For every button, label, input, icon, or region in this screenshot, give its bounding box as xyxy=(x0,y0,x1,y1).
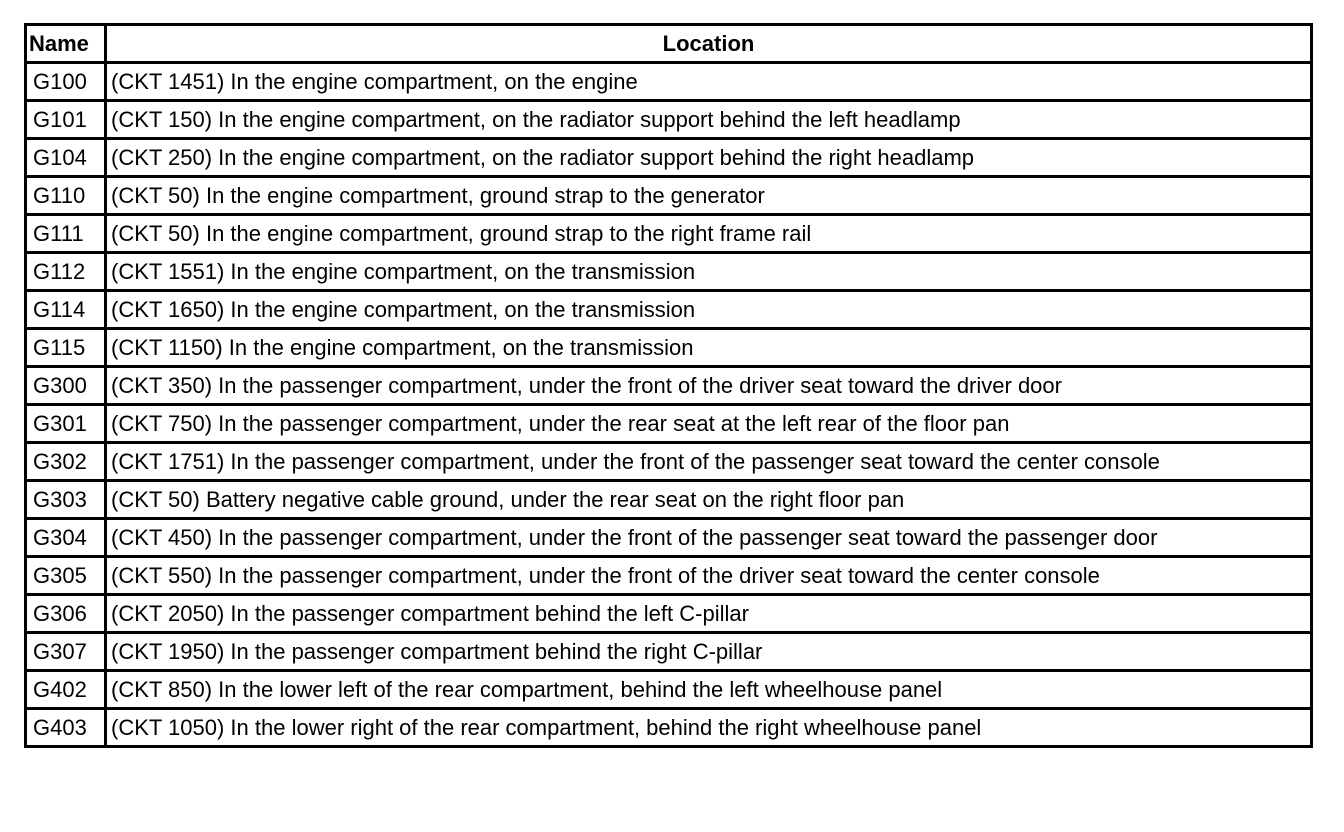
ground-location-cell: (CKT 350) In the passenger compartment, under the front of the driver seat toward the driver door xyxy=(106,367,1312,405)
ground-location-cell: (CKT 1950) In the passenger compartment behind the right C-pillar xyxy=(106,633,1312,671)
table-row xyxy=(26,291,1312,329)
ground-location-cell: (CKT 850) In the lower left of the rear compartment, behind the left wheelhouse panel xyxy=(106,671,1312,709)
ground-name-cell: G307 xyxy=(26,633,106,671)
table-row xyxy=(26,709,1312,747)
table-row xyxy=(26,101,1312,139)
ground-name-cell: G303 xyxy=(26,481,106,519)
ground-location-cell: (CKT 2050) In the passenger compartment behind the left C-pillar xyxy=(106,595,1312,633)
ground-name-cell: G110 xyxy=(26,177,106,215)
table-row xyxy=(26,329,1312,367)
ground-location-cell: (CKT 1551) In the engine compartment, on the transmission xyxy=(106,253,1312,291)
ground-location-cell: (CKT 550) In the passenger compartment, under the front of the driver seat toward the center console xyxy=(106,557,1312,595)
ground-location-cell: (CKT 1451) In the engine compartment, on the engine xyxy=(106,63,1312,101)
ground-name-cell: G402 xyxy=(26,671,106,709)
table-row xyxy=(26,177,1312,215)
column-header-location: Location xyxy=(106,25,1312,63)
ground-name-cell: G114 xyxy=(26,291,106,329)
ground-name-cell: G403 xyxy=(26,709,106,747)
table-row xyxy=(26,633,1312,671)
table-row xyxy=(26,139,1312,177)
ground-name-cell: G104 xyxy=(26,139,106,177)
table-row xyxy=(26,481,1312,519)
table-row xyxy=(26,405,1312,443)
table-row xyxy=(26,63,1312,101)
table-row xyxy=(26,215,1312,253)
ground-name-cell: G115 xyxy=(26,329,106,367)
ground-location-cell: (CKT 1150) In the engine compartment, on the transmission xyxy=(106,329,1312,367)
ground-location-cell: (CKT 50) Battery negative cable ground, under the rear seat on the right floor pan xyxy=(106,481,1312,519)
ground-location-cell: (CKT 50) In the engine compartment, ground strap to the right frame rail xyxy=(106,215,1312,253)
ground-name-cell: G300 xyxy=(26,367,106,405)
ground-name-cell: G301 xyxy=(26,405,106,443)
ground-name-cell: G112 xyxy=(26,253,106,291)
ground-locations-table xyxy=(24,23,1313,748)
table-row xyxy=(26,443,1312,481)
ground-location-cell: (CKT 1650) In the engine compartment, on the transmission xyxy=(106,291,1312,329)
table-row xyxy=(26,519,1312,557)
ground-location-cell: (CKT 1050) In the lower right of the rear compartment, behind the right wheelhouse panel xyxy=(106,709,1312,747)
ground-location-cell: (CKT 750) In the passenger compartment, under the rear seat at the left rear of the floor pan xyxy=(106,405,1312,443)
ground-name-cell: G111 xyxy=(26,215,106,253)
table-row xyxy=(26,253,1312,291)
column-header-name: Name xyxy=(26,25,106,63)
ground-name-cell: G305 xyxy=(26,557,106,595)
ground-location-cell: (CKT 50) In the engine compartment, ground strap to the generator xyxy=(106,177,1312,215)
table-row xyxy=(26,557,1312,595)
ground-name-cell: G100 xyxy=(26,63,106,101)
header-row xyxy=(26,25,1312,63)
table-row xyxy=(26,671,1312,709)
ground-location-cell: (CKT 450) In the passenger compartment, under the front of the passenger seat toward the passenger door xyxy=(106,519,1312,557)
ground-name-cell: G302 xyxy=(26,443,106,481)
table-row xyxy=(26,595,1312,633)
ground-name-cell: G304 xyxy=(26,519,106,557)
ground-location-cell: (CKT 250) In the engine compartment, on the radiator support behind the right headlamp xyxy=(106,139,1312,177)
ground-name-cell: G101 xyxy=(26,101,106,139)
ground-name-cell: G306 xyxy=(26,595,106,633)
ground-location-cell: (CKT 150) In the engine compartment, on the radiator support behind the left headlamp xyxy=(106,101,1312,139)
table-body xyxy=(26,63,1312,747)
ground-location-cell: (CKT 1751) In the passenger compartment, under the front of the passenger seat toward the center console xyxy=(106,443,1312,481)
table-row xyxy=(26,367,1312,405)
